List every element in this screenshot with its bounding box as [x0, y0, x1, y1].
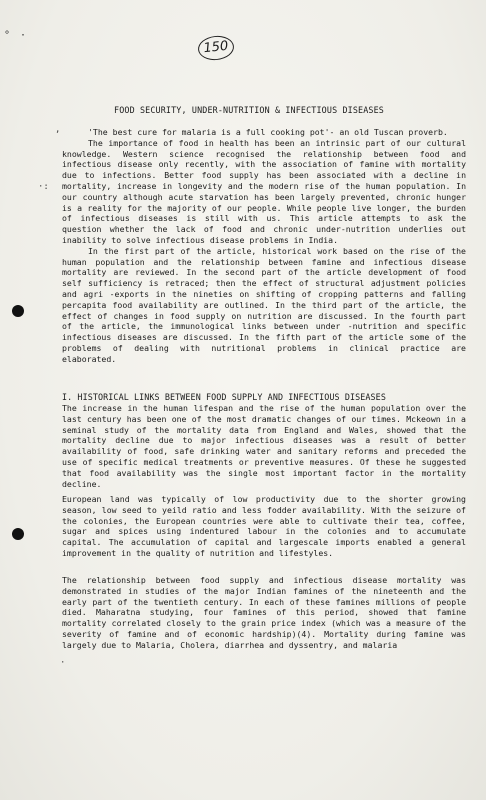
section-block	[62, 403, 466, 489]
body-paragraph: In the first part of the article, historical work based on the rise of the human population and the relationship between famine and infectious disease mortality are reviewed. In the second part of the article development of food self sufficiency is retraced; then the effect of structural adjustment policies and agri -exports in the nineties on shifting of cropping patterns and falling percapita food availability are outlined. In the third part of the article, the effect of changes in food supply on nutrition are discussed. In the fourth part of the article, the immunological links between under -nutrition and specific infectious diseases are discussed. In the fifth part of the article some of the problems of dealing with nutritional problems in clinical practice are elaborated.	[62, 245, 466, 364]
punch-hole-bottom	[12, 528, 24, 540]
corner-mark: ° ·	[4, 30, 29, 41]
margin-mark: ·:	[38, 182, 49, 192]
body-paragraph: The increase in the human lifespan and the rise of the human population over the last century has been one of the most dramatic changes of our times. Mckeown in a seminal study of the mortality data from England and Wales, showed that the mortality decline due to major infectious diseases was a result of better availability of food, safe drinking water and sanitary reforms and preceded the use of specific medical treatments or preventive measures. Of these he suggested that food availability was the single most important factor in the mortality decline.	[62, 403, 466, 489]
body-paragraph: The importance of food in health has been an intrinsic part of our cultural knowledge. Western science recognised the relationship between food and infectious disease only recently, with the association of famine with mortality due to infections. Better food supply has been associated with a decline in mortality, increase in longevity and the modern rise of the human population. In our country although acute starvation has been largely prevented, chronic hunger is a reality for the majority of our people. While people live longer, the burden of infectious diseases is still with us. This article attempts to ask the question whether the lack of food and chronic under-nutrition underlies out inability to solve infectious disease problems in India.	[62, 137, 466, 245]
section-block	[62, 494, 466, 559]
document-title: FOOD SECURITY, UNDER-NUTRITION & INFECTIOUS DISEASES	[114, 105, 384, 115]
section-block	[62, 575, 466, 651]
margin-mark: ·	[60, 658, 66, 668]
section-heading: I. HISTORICAL LINKS BETWEEN FOOD SUPPLY AND INFECTIOUS DISEASES	[62, 392, 386, 402]
intro-section	[62, 127, 466, 365]
body-paragraph: European land was typically of low productivity due to the shorter growing season, low seed to yeild ratio and less fodder availability. With the seizure of the colonies, the European countries were able to cultivate their tea, coffee, sugar and spices using indentured labour in the colonies and to accumulate capital. The accumulation of capital and largescale imports enabled a general improvement in the quality of nutrition and lifestyles.	[62, 494, 466, 558]
body-paragraph: The relationship between food supply and infectious disease mortality was demonstrated in studies of the major Indian famines of the nineteenth and the early part of the twentieth century. In each of these famines millions of people died. Maharatna studying, four famines of this period, showed that famine mortality correlated closely to the grain price index (which was a measure of the severity of famine and of economic hardship)(4). Mortality during famine was largely due to Malaria, Cholera, diarrhea and dyssentry, and malaria	[62, 575, 466, 650]
epigraph-paragraph: 'The best cure for malaria is a full cooking pot'- an old Tuscan proverb.	[88, 127, 448, 137]
page-number: 150	[197, 34, 235, 62]
margin-mark: ‚	[55, 125, 61, 135]
punch-hole-top	[12, 305, 24, 317]
